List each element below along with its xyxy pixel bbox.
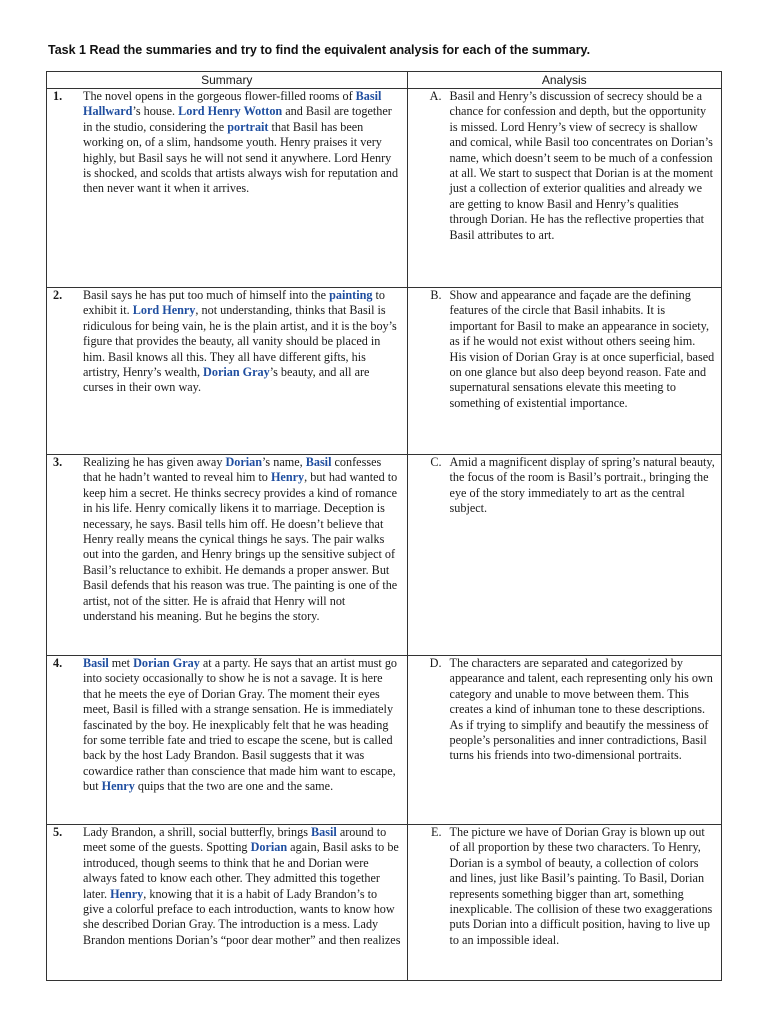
analysis-letter: C.	[430, 455, 442, 469]
character-name: Lord Henry Wotton	[178, 104, 283, 119]
summary-text-segment: , not understanding, thinks that Basil is ridiculous for being vain, he is the plain artist, and it is the boy’s figure that provides the beauty, all vanity should be placed in him. Basil knows all this. They all have different gifts, his artistry, Henry’s wealth,	[83, 303, 397, 380]
summary-text	[83, 288, 407, 396]
summary-text-segment: Realizing he has given away	[83, 455, 226, 469]
header-row	[47, 72, 722, 89]
analysis-letter: B.	[430, 288, 442, 302]
analysis-cell	[407, 825, 721, 981]
table-row	[47, 288, 722, 455]
summary-text	[83, 825, 407, 948]
summary-text-segment: ’s beauty, and all are curses in their own way.	[83, 365, 370, 395]
character-name: Dorian Gray	[203, 365, 270, 380]
summary-text-segment: and Basil are together in the studio, considering the	[83, 104, 392, 134]
summary-text-segment: , but had wanted to keep him a secret. He thinks secrecy provides a kind of romance in his life. Henry comically likens it to marriage. Deception is necessary, he says. Basil tells him off. He doesn’t believe that Henry really means the cynical things he says. The pair walks out into the garden, and Henry brings up the sensitive subject of Basil’s reluctance to exhibit. He demands a proper answer. But Basil defends that his reason was true. The painting is one of the artist, not of the sitter. He is afraid that Henry will not understand his meaning. But he begins the story.	[83, 470, 398, 624]
summary-cell	[47, 288, 408, 455]
summary-text-segment: quips that the two are one and the same.	[134, 779, 334, 794]
summary-text	[83, 656, 407, 795]
table-row	[47, 455, 722, 656]
summary-number: 5.	[53, 825, 63, 839]
analysis-header: Analysis	[407, 72, 721, 89]
analysis-letter: A.	[429, 89, 442, 103]
summary-text-segment: The novel opens in the gorgeous flower-filled rooms of	[83, 89, 356, 103]
summary-header: Summary	[47, 72, 408, 89]
analysis-text: The characters are separated and categorized by appearance and talent, each representing only his own category and unable to move between them. This creates a kind of inhuman tone to these descriptions. As if trying to simplify and beautify the messiness of people’s personalities and inner contradictions, Basil turns his friends into two-dimensional portraits.	[449, 656, 713, 763]
analysis-cell	[407, 656, 721, 825]
summary-text-segment: that Basil has been working on, of a slim, handsome youth. Henry praises it very highly, but Basil says he will not send it anywhere. Lord Henry is shocked, and scolds that artists always wish for reputation and then never want it when it arrives.	[83, 119, 399, 196]
character-name: Henry	[101, 779, 135, 794]
analysis-cell	[407, 288, 721, 455]
task-title: Task 1 Read the summaries and try to find the equivalent analysis for each of the summary.	[48, 43, 591, 57]
character-name: Henry	[270, 470, 305, 485]
analysis-cell	[407, 89, 721, 288]
analysis-letter: D.	[429, 656, 442, 670]
table-row	[47, 825, 722, 981]
summary-text-segment: ’s name,	[262, 455, 306, 469]
summary-text-segment: , knowing that it is a habit of Lady Brandon’s to give a colorful preface to each introduction, wants to know how she described Dorian Gray. The introduction is a mess. Lady Brandon mentions Dorian’s “poor dear mother” and then realizes	[83, 886, 401, 947]
character-name: Lord Henry	[132, 303, 196, 318]
summary-number: 2.	[53, 288, 63, 302]
summary-cell	[47, 455, 408, 656]
analysis-cell	[407, 455, 721, 656]
summary-cell	[47, 825, 408, 981]
character-name: Dorian	[225, 455, 263, 469]
analysis-letter: E.	[431, 825, 442, 839]
character-name: Dorian Gray	[133, 656, 200, 670]
analysis-text: Show and appearance and façade are the defining features of the circle that Basil inhabits. It is important for Basil to make an appearance in society, as if he would not exist without others seeing him. His vision of Dorian Gray is at once superficial, based on one glance but also deep beyond reason. Fate and supernatural sensations elevate this meeting to something of existential importance.	[449, 288, 715, 410]
analysis-text: Amid a magnificent display of spring’s natural beauty, the focus of the room is Basil’s portrait., bringing the eye of the story immediately to art as the central subject.	[449, 455, 715, 516]
summary-text-segment: at a party. He says that an artist must go into society occasionally to show he is not a savage. It is here that he meets the eye of Dorian Gray. The moment their eyes meet, Basil is filled with a strange sensation. He is immediately fascinated by the boy. He inexplicably felt that he was heading for some terrible fate and tried to escape the scene, but is called back by the host Lady Brandon. Basil suggests that it was cowardice rather than conscience that made him want to escape, but	[83, 656, 398, 794]
summary-text-segment: around to meet some of the guests. Spotting	[83, 825, 387, 855]
character-name: Basil	[311, 825, 337, 839]
summary-cell	[47, 89, 408, 288]
summary-text	[83, 455, 407, 624]
character-name: Henry	[110, 886, 144, 901]
summary-text-segment: Lady Brandon, a shrill, social butterfly, brings	[83, 825, 312, 839]
character-name: Basil	[305, 455, 332, 469]
character-name: portrait	[227, 119, 269, 134]
summary-text-segment: Basil says he has put too much of himself into the	[83, 288, 330, 302]
summary-number: 3.	[53, 455, 63, 469]
summary-text-segment: ’s house.	[132, 104, 179, 119]
table-row	[47, 656, 722, 825]
summary-cell	[47, 656, 408, 825]
summary-text-segment: confesses that he hadn’t wanted to reveal him to	[83, 455, 382, 485]
character-name: Dorian	[250, 840, 288, 855]
summary-text	[83, 89, 407, 197]
analysis-text: Basil and Henry’s discussion of secrecy should be a chance for confession and depth, but the opportunity is missed. Lord Henry’s view of secrecy is shallow and comical, while Basil too concentrates on Dorian’s name, which doesn’t seem to be much of a confession at all. We start to suspect that Dorian is at the moment just a collection of exterior qualities and already we are getting to know Basil and Henry’s qualities through Dorian. He has the reflective properties that Basil attributes to art.	[449, 89, 714, 242]
summary-number: 1.	[53, 89, 63, 103]
character-name: painting	[329, 288, 373, 302]
analysis-text: The picture we have of Dorian Gray is blown up out of all proportion by these two characters. To Henry, Dorian is a symbol of beauty, a collection of colors and lines, just like Basil’s painting. To Basil, Dorian represents something bigger than art, something inexplicable. The collision of these two exaggerations puts Dorian into a difficult position, having to live up to an impossible ideal.	[449, 825, 713, 947]
summary-text-segment: met	[108, 656, 134, 670]
summary-number: 4.	[53, 656, 63, 670]
summary-text-segment: to exhibit it.	[83, 288, 385, 318]
character-name: Basil	[83, 656, 109, 670]
summary-text-segment: again, Basil asks to be introduced, though seems to think that he and Dorian were always fated to know each other. They admitted this together later.	[83, 840, 399, 901]
character-name: Basil Hallward	[83, 89, 382, 119]
summary-analysis-table	[46, 71, 722, 981]
table-row	[47, 89, 722, 288]
